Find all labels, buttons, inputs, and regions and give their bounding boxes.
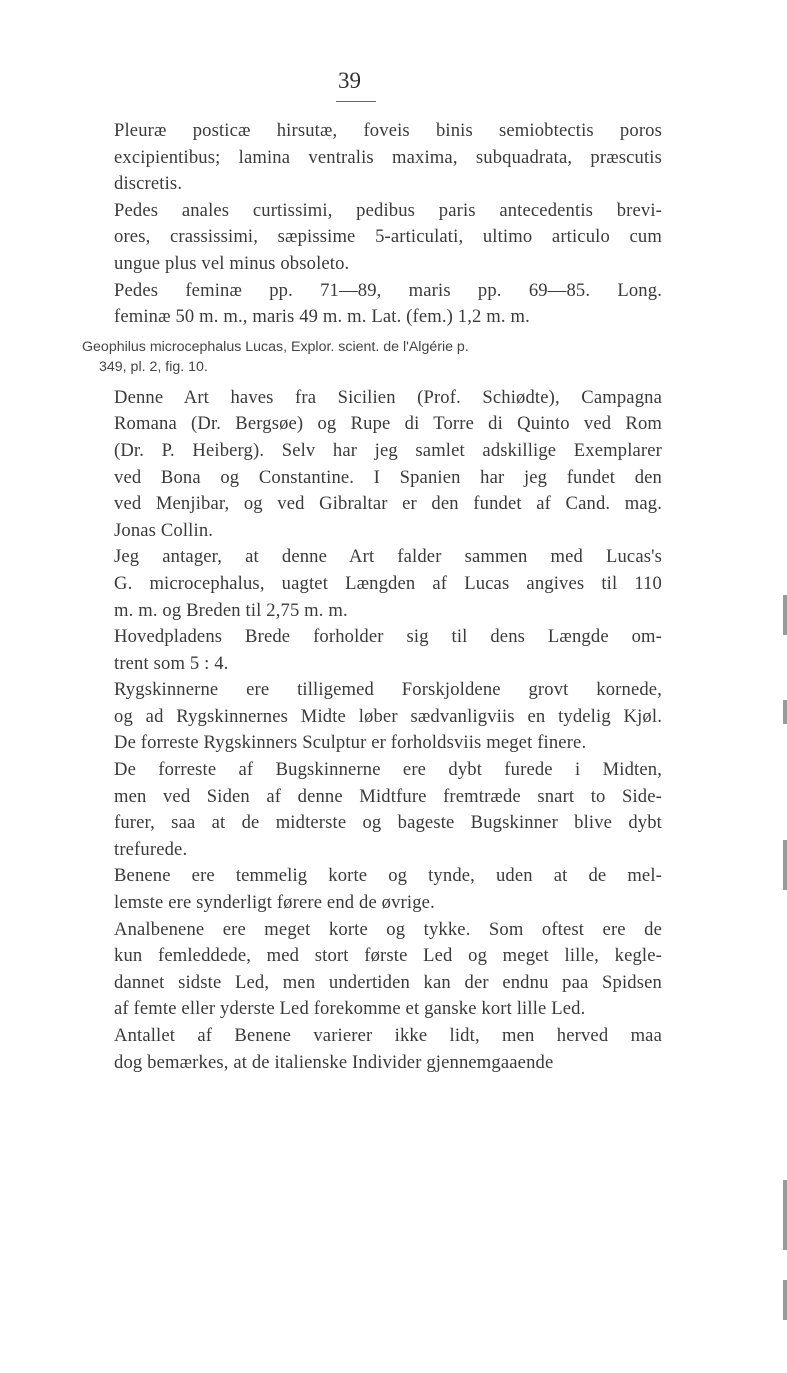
text-line: De forreste Rygskinners Sculptur er forholdsviis meget finere. <box>114 732 587 754</box>
paragraph-antallet <box>82 1023 662 1076</box>
text-line: Rygskinnerne ere tilligemed Forskjoldene grovt kornede, <box>114 679 662 701</box>
scan-edge-mark <box>783 1280 787 1320</box>
text-line: dannet sidste Led, men undertiden kan der endnu paa Spidsen <box>114 971 662 993</box>
text-line: excipientibus; lamina ventralis maxima, subquadrata, præscutis <box>114 146 662 168</box>
text-line: Analbenene ere meget korte og tykke. Som oftest ere de <box>114 918 662 940</box>
text-line: Pedes feminæ pp. 71—89, maris pp. 69—85. Long. <box>114 279 662 301</box>
description-block <box>82 118 662 331</box>
text-line: men ved Siden af denne Midtfure fremtræde snart to Side- <box>114 785 662 807</box>
text-line: Antallet af Benene varierer ikke lidt, men herved maa <box>114 1025 662 1046</box>
scan-edge-mark <box>783 595 787 635</box>
citation-line: 349, pl. 2, fig. 10. <box>99 358 208 375</box>
paragraph-hovedpladens <box>82 624 662 677</box>
page-number-rule <box>336 101 376 102</box>
paragraph-denne-art <box>82 385 662 545</box>
text-line: lemste ere synderligt førere end de øvrige. <box>114 892 435 914</box>
text-line: kun femleddede, med stort første Led og meget lille, kegle- <box>114 945 662 967</box>
paragraph-de-forreste <box>82 757 662 863</box>
paragraph-rygskinnerne <box>82 677 662 757</box>
text-line: (Dr. P. Heiberg). Selv har jeg samlet adskillige Exemplarer <box>114 439 662 461</box>
text-line: og ad Rygskinnernes Midte løber sædvanligviis en tydelig Kjøl. <box>114 705 662 727</box>
text-line: af femte eller yderste Led forekomme et ganske kort lille Led. <box>114 998 586 1020</box>
text-line: trefurede. <box>114 838 188 860</box>
paragraph-pedes-anales <box>82 198 662 278</box>
paragraph-benene <box>82 863 662 916</box>
text-line: Romana (Dr. Bergsøe) og Rupe di Torre di Quinto ved Rom <box>114 413 662 435</box>
scan-edge-mark <box>783 840 787 890</box>
text-line: furer, saa at de midterste og bageste Bugskinner blive dybt <box>114 812 662 834</box>
text-line: trent som 5 : 4. <box>114 652 229 674</box>
text-line: Pleuræ posticæ hirsutæ, foveis binis semiobtectis poros <box>114 120 662 141</box>
discussion-block <box>82 385 662 1076</box>
text-line: dog bemærkes, at de italienske Individer gjennemgaaende <box>114 1051 554 1073</box>
text-line: ores, crassissimi, sæpissime 5-articulati, ultimo articulo cum <box>114 226 662 248</box>
text-line: Denne Art haves fra Sicilien (Prof. Schiødte), Campagna <box>114 386 662 408</box>
text-line: Jeg antager, at denne Art falder sammen med Lucas's <box>114 546 662 568</box>
text-line: Pedes anales curtissimi, pedibus paris antecedentis brevi- <box>114 199 662 221</box>
citation-line: Geophilus microcephalus Lucas, Explor. scient. de l'Algérie p. <box>82 338 469 355</box>
text-line: ungue plus vel minus obsoleto. <box>114 252 350 274</box>
synonym-citation <box>82 337 662 377</box>
text-line: feminæ 50 m. m., maris 49 m. m. Lat. (fem.) 1,2 m. m. <box>114 306 530 328</box>
text-line: ved Menjibar, og ved Gibraltar er den fundet af Cand. mag. <box>114 493 662 515</box>
body-text <box>82 118 662 1076</box>
paragraph-pedes-feminae <box>82 278 662 331</box>
text-line: De forreste af Bugskinnerne ere dybt furede i Midten, <box>114 759 662 781</box>
page-number: 39 <box>338 68 361 93</box>
text-line: ved Bona og Constantine. I Spanien har jeg fundet den <box>114 466 662 488</box>
text-line: m. m. og Breden til 2,75 m. m. <box>114 599 348 621</box>
paragraph-jeg-antager <box>82 544 662 624</box>
text-line: Jonas Collin. <box>114 519 214 541</box>
paragraph-analbenene <box>82 917 662 1023</box>
paragraph-pleurae <box>82 118 662 198</box>
text-line: G. microcephalus, uagtet Længden af Lucas angives til 110 <box>114 572 662 594</box>
scan-edge-mark <box>783 1180 787 1250</box>
scan-edge-mark <box>783 700 787 724</box>
text-line: Benene ere temmelig korte og tynde, uden at de mel- <box>114 865 662 887</box>
text-line: discretis. <box>114 173 183 195</box>
text-line: Hovedpladens Brede forholder sig til dens Længde om- <box>114 626 662 648</box>
